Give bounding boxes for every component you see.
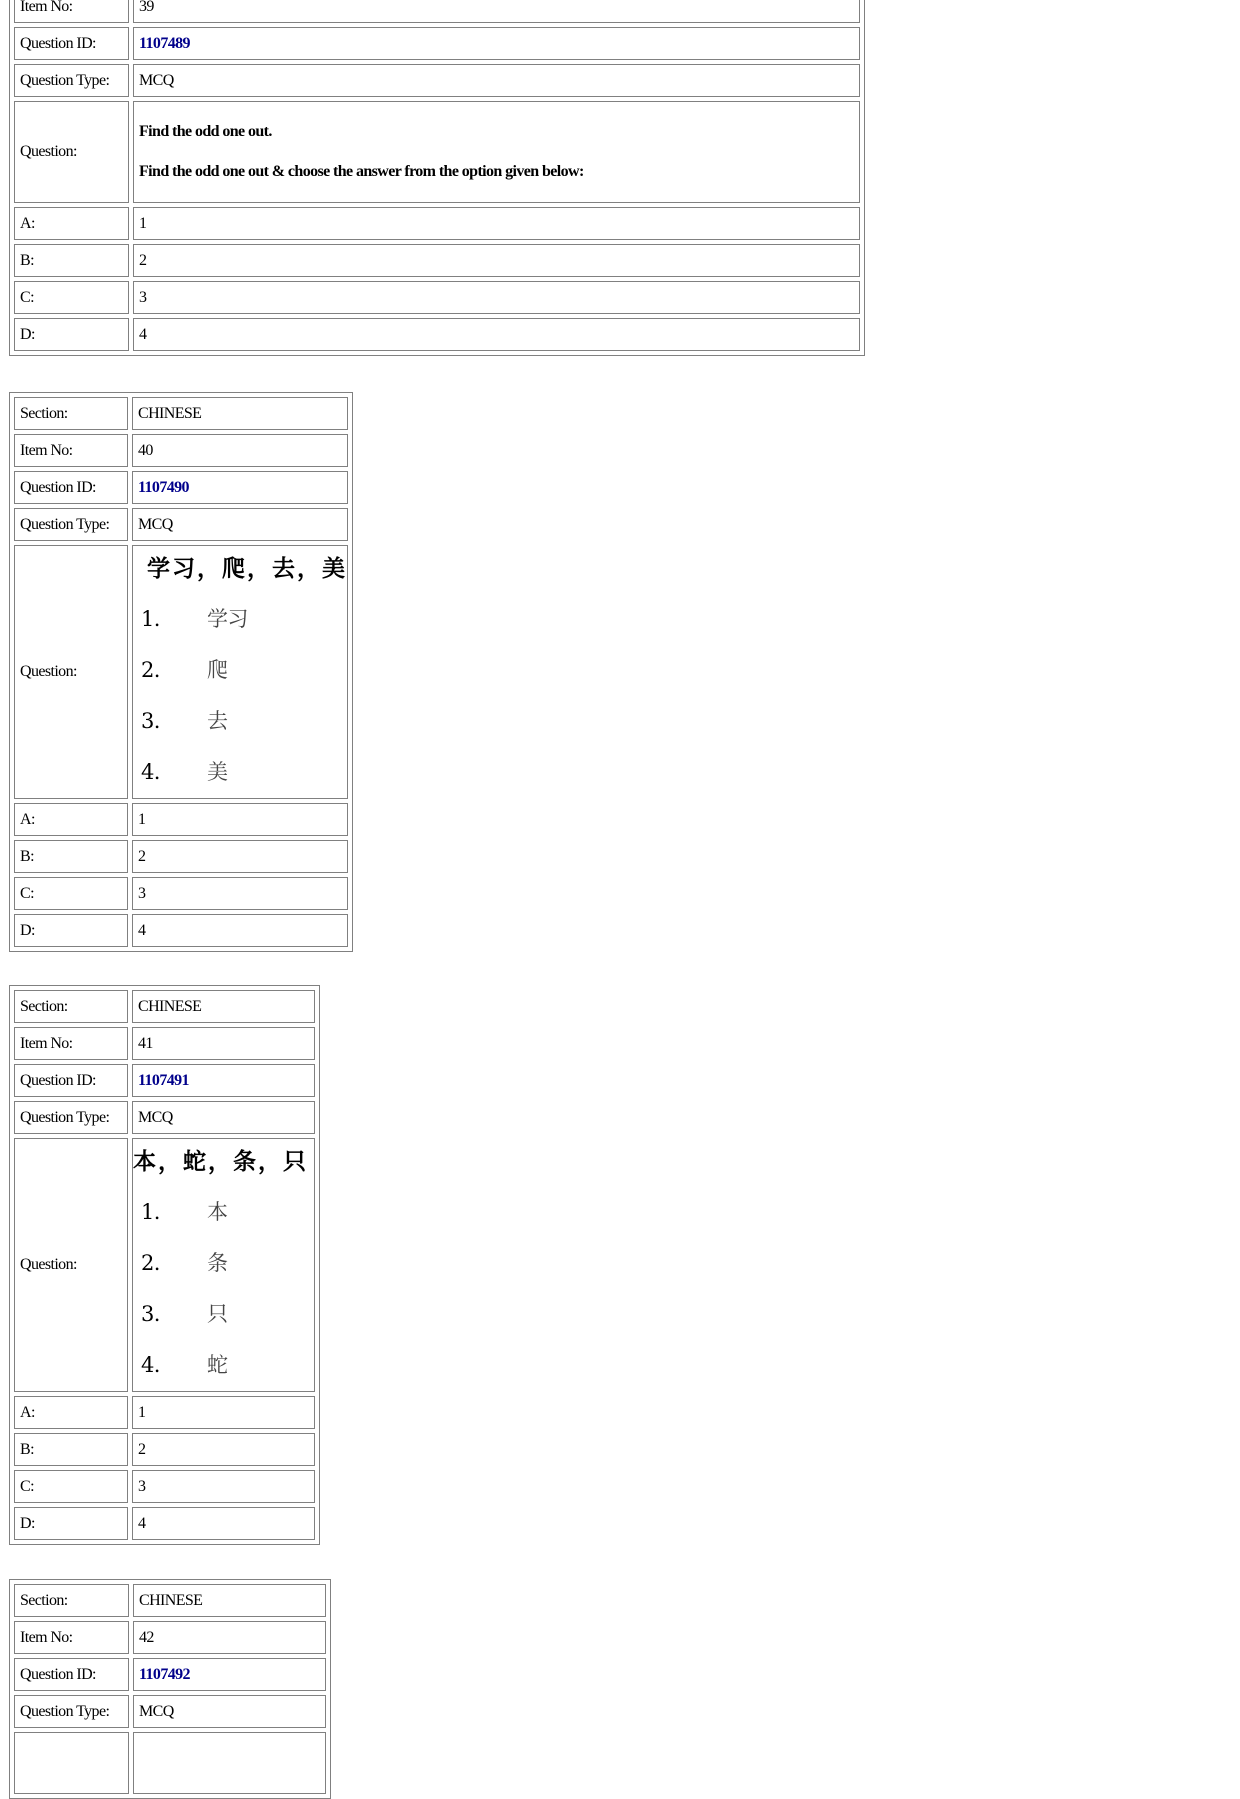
section-row xyxy=(14,990,315,1023)
answer-value-b: 2 xyxy=(132,1433,315,1466)
answer-value-a: 1 xyxy=(133,207,860,240)
answer-label-c: C: xyxy=(14,1470,128,1503)
section-label: Section: xyxy=(14,397,128,430)
answer-row-a xyxy=(14,1396,315,1429)
section-value: CHINESE xyxy=(132,397,348,430)
answer-row-c xyxy=(14,281,860,314)
question-id-value: 1107490 xyxy=(132,471,348,504)
option-text: 学习 xyxy=(207,607,248,631)
answer-label-c: C: xyxy=(14,877,128,910)
question-type-value: MCQ xyxy=(133,64,860,97)
answer-row-a xyxy=(14,207,860,240)
question-block-40 xyxy=(9,392,353,952)
item-no-label: Item No: xyxy=(14,1621,129,1654)
option-number: 4. xyxy=(141,1353,160,1377)
question-type-value: MCQ xyxy=(133,1695,326,1728)
answer-value-d: 4 xyxy=(133,318,860,351)
item-no-label: Item No: xyxy=(14,1027,128,1060)
answer-label-d: D: xyxy=(14,914,128,947)
question-type-row xyxy=(14,1695,326,1728)
option-number: 3. xyxy=(141,709,160,733)
question-row xyxy=(14,545,348,799)
question-row xyxy=(14,1732,326,1794)
answer-value-a: 1 xyxy=(132,803,348,836)
option-number: 3. xyxy=(141,1302,160,1326)
question-content xyxy=(133,1732,326,1794)
question-id-row xyxy=(14,471,348,504)
answer-label-a: A: xyxy=(14,1396,128,1429)
option-number: 1. xyxy=(141,607,160,631)
question-type-label: Question Type: xyxy=(14,1695,129,1728)
question-id-value: 1107491 xyxy=(132,1064,315,1097)
question-heading: 本，蛇，条，只 xyxy=(133,1149,308,1175)
question-type-value: MCQ xyxy=(132,1101,315,1134)
question-id-row xyxy=(14,27,860,60)
question-line: Find the odd one out & choose the answer from the option given below: xyxy=(139,163,584,180)
option-number: 1. xyxy=(141,1200,160,1224)
item-no-value: 41 xyxy=(132,1027,315,1060)
answer-label-b: B: xyxy=(14,1433,128,1466)
answer-row-a xyxy=(14,803,348,836)
answer-label-d: D: xyxy=(14,1507,128,1540)
answer-row-d xyxy=(14,914,348,947)
question-option xyxy=(133,747,347,798)
question-row xyxy=(14,101,860,203)
question-type-label: Question Type: xyxy=(14,1101,128,1134)
section-value: CHINESE xyxy=(133,1584,326,1617)
answer-value-b: 2 xyxy=(132,840,348,873)
section-row xyxy=(14,1584,326,1617)
answer-row-d xyxy=(14,1507,315,1540)
answer-value-c: 3 xyxy=(132,877,348,910)
answer-label-a: A: xyxy=(14,803,128,836)
question-label xyxy=(14,1732,129,1794)
answer-value-a: 1 xyxy=(132,1396,315,1429)
option-text: 本 xyxy=(207,1200,228,1224)
answer-row-c xyxy=(14,1470,315,1503)
question-type-row xyxy=(14,64,860,97)
question-type-row xyxy=(14,1101,315,1134)
option-text: 去 xyxy=(207,709,228,733)
question-type-label: Question Type: xyxy=(14,64,129,97)
question-row xyxy=(14,1138,315,1392)
item-no-row xyxy=(14,0,860,23)
question-id-row xyxy=(14,1064,315,1097)
question-id-value: 1107492 xyxy=(133,1658,326,1691)
question-label: Question: xyxy=(14,1138,128,1392)
option-number: 2. xyxy=(141,658,160,682)
question-option xyxy=(133,594,347,645)
question-id-label: Question ID: xyxy=(14,1064,128,1097)
item-no-value: 39 xyxy=(133,0,860,23)
section-row xyxy=(14,397,348,430)
item-no-value: 42 xyxy=(133,1621,326,1654)
question-type-value: MCQ xyxy=(132,508,348,541)
question-label: Question: xyxy=(14,545,128,799)
question-option xyxy=(133,1340,314,1391)
section-label: Section: xyxy=(14,990,128,1023)
section-value: CHINESE xyxy=(132,990,315,1023)
answer-label-c: C: xyxy=(14,281,129,314)
answer-value-c: 3 xyxy=(132,1470,315,1503)
question-label: Question: xyxy=(14,101,129,203)
answer-row-b xyxy=(14,840,348,873)
section-label: Section: xyxy=(14,1584,129,1617)
question-option xyxy=(133,1289,314,1340)
item-no-label: Item No: xyxy=(14,434,128,467)
option-number: 4. xyxy=(141,760,160,784)
question-content xyxy=(132,545,348,799)
item-no-label: Item No: xyxy=(14,0,129,23)
answer-label-b: B: xyxy=(14,244,129,277)
question-id-label: Question ID: xyxy=(14,27,129,60)
question-line: Find the odd one out. xyxy=(139,123,272,140)
question-heading: 学习，爬，去，美 xyxy=(147,556,347,582)
answer-value-c: 3 xyxy=(133,281,860,314)
question-block-41 xyxy=(9,985,320,1545)
option-number: 2. xyxy=(141,1251,160,1275)
answer-row-b xyxy=(14,1433,315,1466)
question-type-row xyxy=(14,508,348,541)
question-id-label: Question ID: xyxy=(14,471,128,504)
answer-label-b: B: xyxy=(14,840,128,873)
question-block-42 xyxy=(9,1579,331,1799)
option-text: 美 xyxy=(207,760,228,784)
answer-value-d: 4 xyxy=(132,1507,315,1540)
item-no-row xyxy=(14,1621,326,1654)
question-id-value: 1107489 xyxy=(133,27,860,60)
answer-row-b xyxy=(14,244,860,277)
option-text: 只 xyxy=(207,1302,228,1326)
question-content xyxy=(133,101,860,203)
answer-label-d: D: xyxy=(14,318,129,351)
question-id-row xyxy=(14,1658,326,1691)
question-option xyxy=(133,645,347,696)
item-no-value: 40 xyxy=(132,434,348,467)
answer-value-b: 2 xyxy=(133,244,860,277)
question-option xyxy=(133,1238,314,1289)
answer-row-d xyxy=(14,318,860,351)
question-option xyxy=(133,696,347,747)
question-option xyxy=(133,1187,314,1238)
answer-value-d: 4 xyxy=(132,914,348,947)
question-id-label: Question ID: xyxy=(14,1658,129,1691)
option-text: 爬 xyxy=(207,658,228,682)
item-no-row xyxy=(14,1027,315,1060)
option-text: 条 xyxy=(207,1251,228,1275)
answer-label-a: A: xyxy=(14,207,129,240)
item-no-row xyxy=(14,434,348,467)
question-block-39 xyxy=(9,0,865,356)
option-text: 蛇 xyxy=(207,1353,228,1377)
question-content xyxy=(132,1138,315,1392)
answer-row-c xyxy=(14,877,348,910)
question-type-label: Question Type: xyxy=(14,508,128,541)
